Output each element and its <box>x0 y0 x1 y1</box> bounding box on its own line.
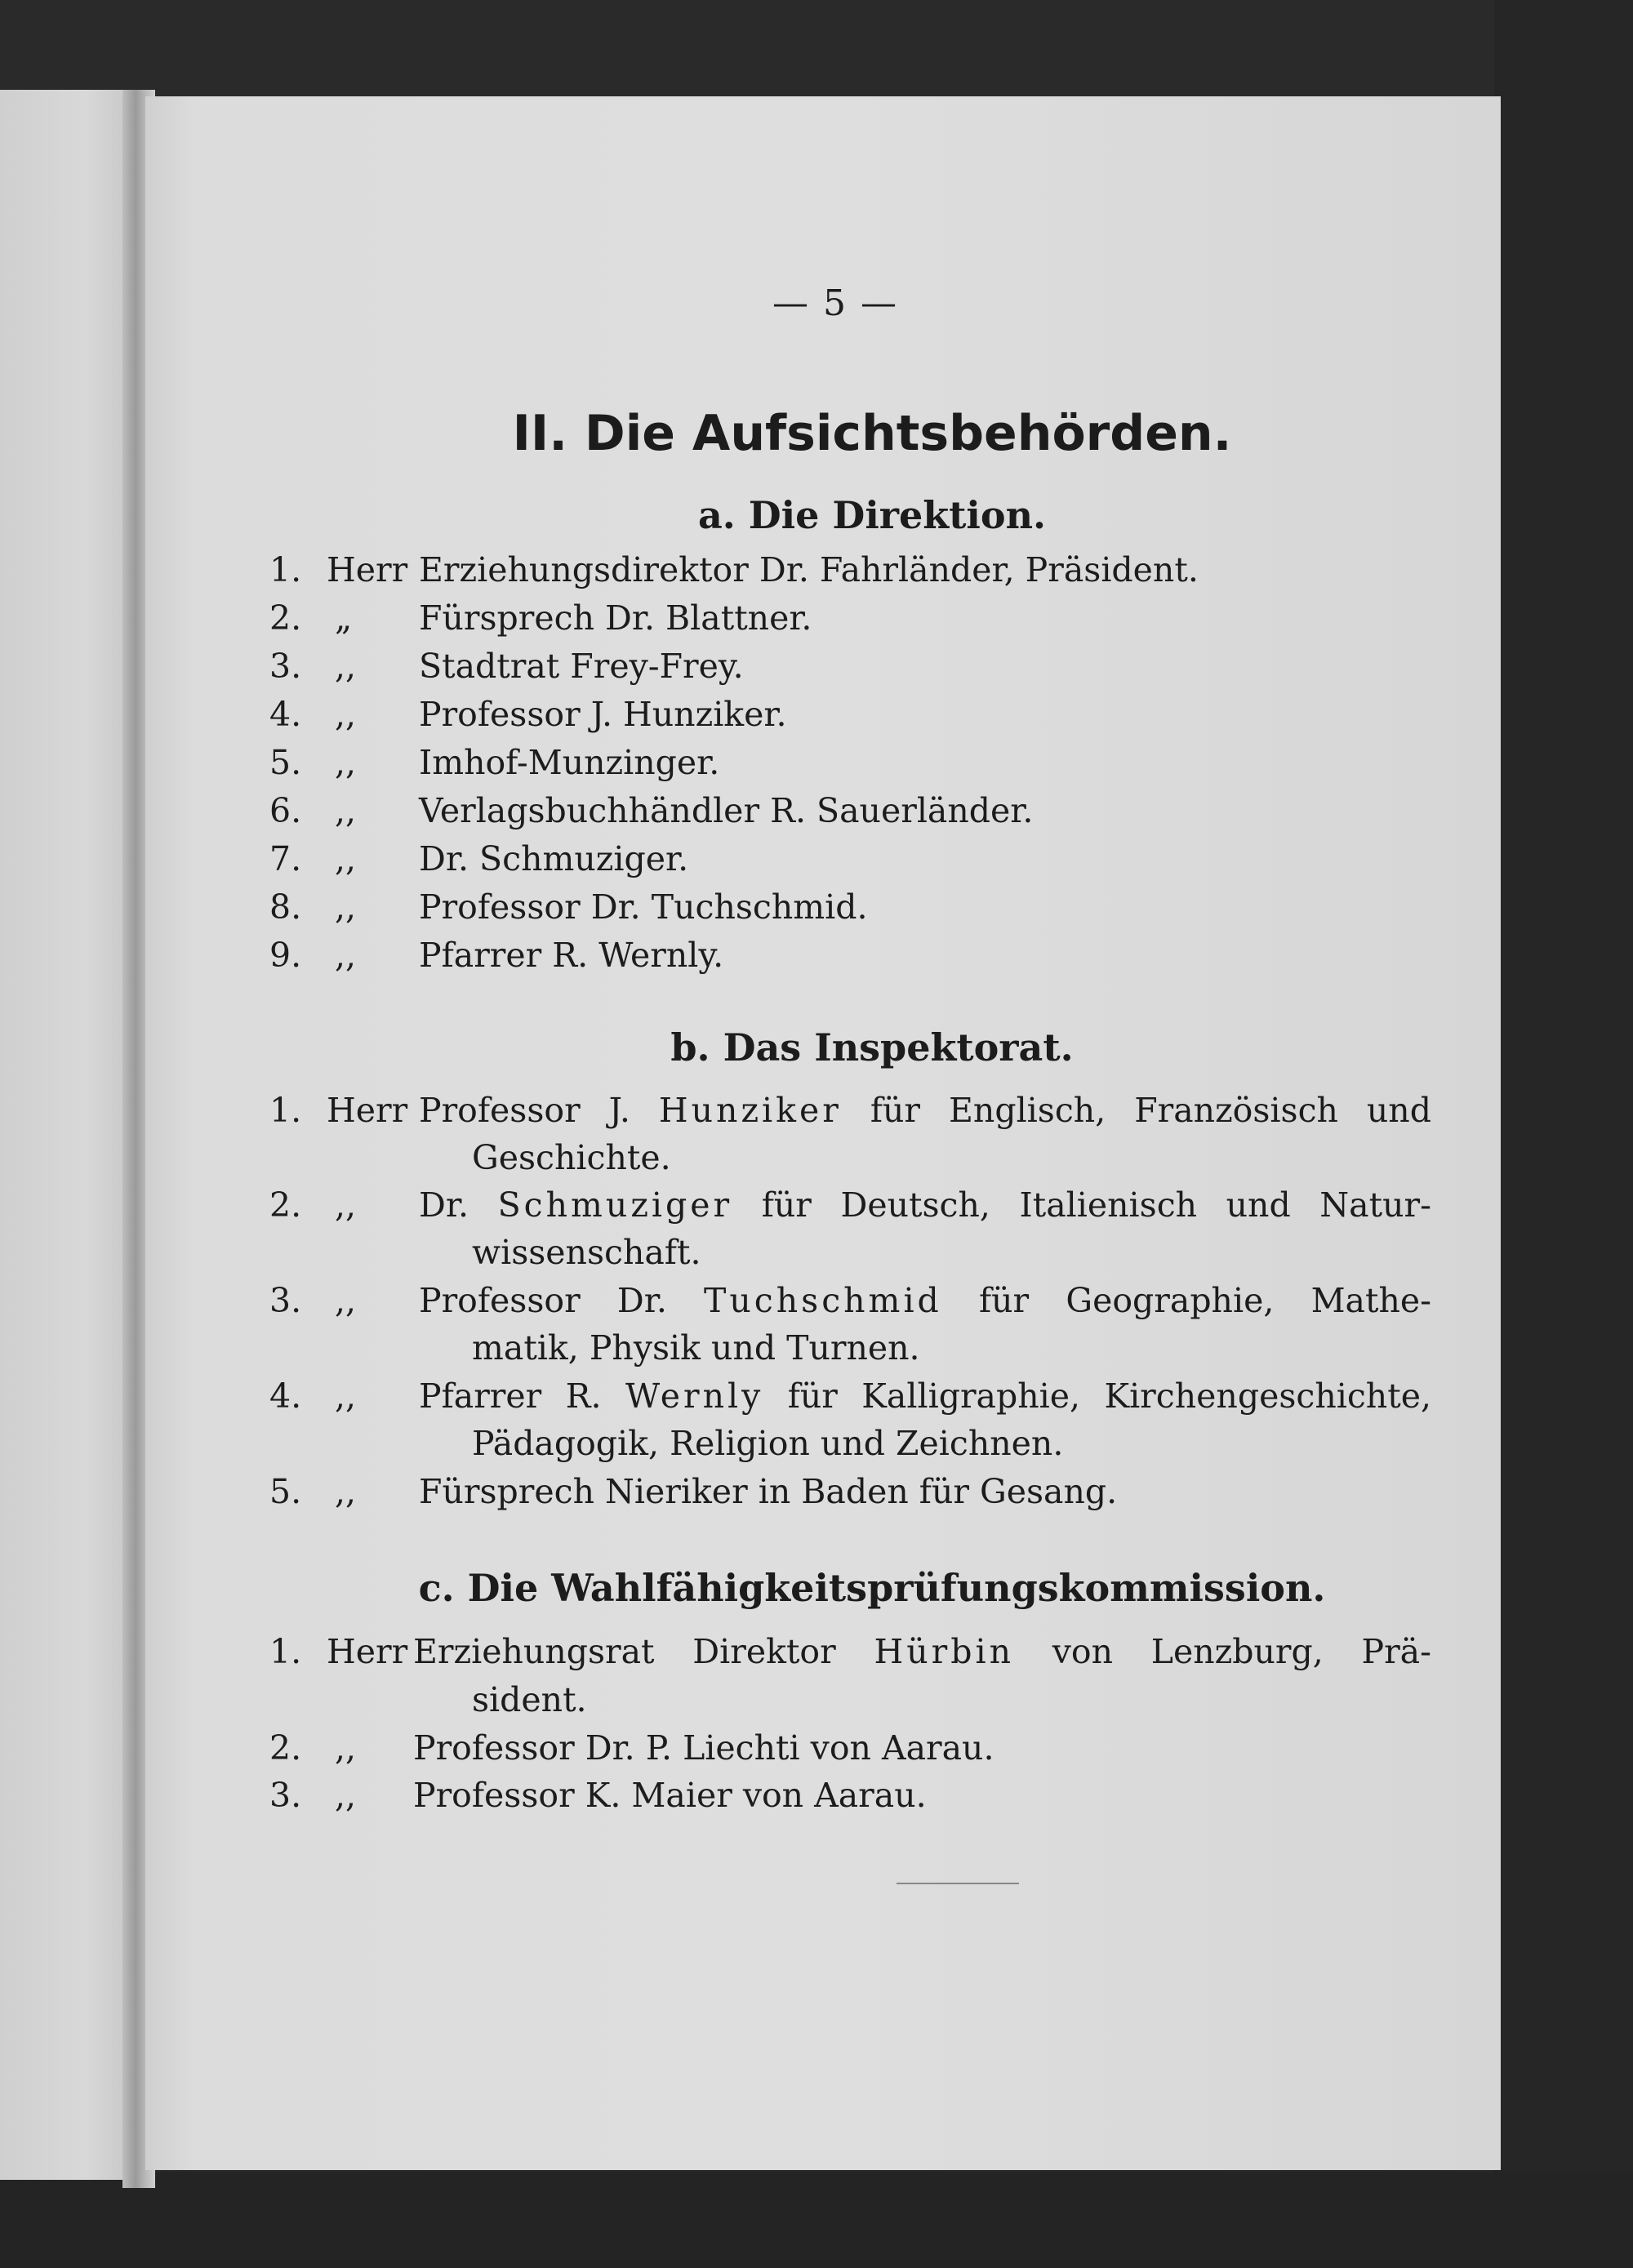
item-number: 7. <box>269 839 302 878</box>
item-text: Professor K. Maier von Aarau. <box>413 1776 927 1815</box>
word: Lenzburg, <box>1150 1632 1324 1671</box>
item-text-line1 <box>419 1281 1431 1320</box>
item-honorific: ,, <box>335 1472 357 1511</box>
item-number: 3. <box>269 1776 302 1815</box>
word: für <box>978 1281 1030 1320</box>
item-number: 1. <box>269 1632 302 1671</box>
item-text: Professor J. Hunziker. <box>419 695 787 734</box>
item-text-line2: Geschichte. <box>472 1138 671 1177</box>
word: Prä- <box>1361 1632 1431 1671</box>
section-c-title: c. Die Wahlfähigkeitsprüfungskommission. <box>418 1566 1326 1610</box>
item-honorific: ,, <box>335 1776 357 1815</box>
page-title: II. Die Aufsichtsbehörden. <box>512 405 1232 462</box>
item-text: Pfarrer R. Wernly. <box>419 936 724 975</box>
item-honorific: ,, <box>335 743 357 782</box>
word: von <box>1052 1632 1113 1671</box>
word: für <box>761 1185 812 1225</box>
item-text: Fürsprech Nieriker in Baden für Gesang. <box>419 1472 1118 1511</box>
word: Schmuziger <box>497 1185 733 1225</box>
item-text-line2: matik, Physik und Turnen. <box>472 1328 920 1367</box>
item-number: 1. <box>269 1091 302 1130</box>
word: Professor <box>419 1281 581 1320</box>
word: Wernly <box>625 1376 764 1416</box>
scan-background-right <box>1494 0 1633 2268</box>
word: Tuchschmid <box>704 1281 942 1320</box>
item-number: 2. <box>269 598 302 638</box>
word: Dr. <box>419 1185 469 1225</box>
section-b-title: b. Das Inspektorat. <box>670 1025 1074 1070</box>
item-text-line1 <box>419 1376 1431 1416</box>
item-honorific: Herr <box>327 550 408 589</box>
item-number: 8. <box>269 887 302 927</box>
end-rule <box>897 1883 1019 1884</box>
item-honorific: Herr <box>327 1091 408 1130</box>
item-text: Stadtrat Frey-Frey. <box>419 647 744 686</box>
word: Pfarrer <box>419 1376 542 1416</box>
item-text-line2: wissenschaft. <box>472 1233 701 1272</box>
item-honorific: „ <box>335 598 353 638</box>
item-text-line2: sident. <box>472 1680 587 1719</box>
scan-background-top <box>0 0 1633 98</box>
item-text-line1 <box>413 1632 1431 1671</box>
item-number: 3. <box>269 1281 302 1320</box>
item-number: 4. <box>269 1376 302 1416</box>
item-number: 4. <box>269 695 302 734</box>
word: Deutsch, <box>840 1185 990 1225</box>
word: für <box>870 1091 921 1130</box>
word: Natur- <box>1319 1185 1431 1225</box>
word: Kalligraphie, <box>861 1376 1081 1416</box>
word: Hunziker <box>658 1091 842 1130</box>
document-page <box>145 96 1501 2170</box>
item-text-line1 <box>419 1185 1431 1225</box>
item-text-line2: Pädagogik, Religion und Zeichnen. <box>472 1424 1064 1463</box>
item-number: 2. <box>269 1728 302 1768</box>
item-number: 5. <box>269 743 302 782</box>
word: Französisch <box>1134 1091 1338 1130</box>
word: Italienisch <box>1019 1185 1198 1225</box>
item-honorific: ,, <box>335 887 357 927</box>
item-text: Professor Dr. Tuchschmid. <box>419 887 868 927</box>
facing-page-edge <box>0 90 143 2180</box>
item-honorific: ,, <box>335 791 357 830</box>
item-number: 1. <box>269 550 302 589</box>
item-honorific: ,, <box>335 936 357 975</box>
scan-background-bottom <box>0 2172 1633 2268</box>
word: Direktor <box>692 1632 836 1671</box>
word: Dr. <box>616 1281 667 1320</box>
word: Englisch, <box>948 1091 1106 1130</box>
item-number: 6. <box>269 791 302 830</box>
word: für <box>787 1376 838 1416</box>
page-number: — 5 — <box>772 282 898 324</box>
word: und <box>1226 1185 1291 1225</box>
word: Geographie, <box>1066 1281 1275 1320</box>
item-number: 5. <box>269 1472 302 1511</box>
item-honorific: ,, <box>335 1376 357 1416</box>
word: Hürbin <box>874 1632 1014 1671</box>
item-honorific: ,, <box>335 1185 357 1225</box>
word: Professor <box>419 1091 581 1130</box>
word: Kirchengeschichte, <box>1104 1376 1431 1416</box>
item-number: 9. <box>269 936 302 975</box>
item-honorific: ,, <box>335 1281 357 1320</box>
word: R. <box>565 1376 602 1416</box>
item-number: 2. <box>269 1185 302 1225</box>
item-text: Erziehungsdirektor Dr. Fahrländer, Präsident. <box>419 550 1199 589</box>
word: Erziehungsrat <box>413 1632 655 1671</box>
item-text: Professor Dr. P. Liechti von Aarau. <box>413 1728 994 1768</box>
item-text: Dr. Schmuziger. <box>419 839 689 878</box>
item-text: Verlagsbuchhändler R. Sauerländer. <box>419 791 1034 830</box>
word: J. <box>608 1091 630 1130</box>
item-text-line1 <box>419 1091 1431 1130</box>
word: und <box>1366 1091 1431 1130</box>
item-honorific: ,, <box>335 647 357 686</box>
item-honorific: Herr <box>327 1632 408 1671</box>
item-honorific: ,, <box>335 695 357 734</box>
item-text: Fürsprech Dr. Blattner. <box>419 598 812 638</box>
item-text: Imhof-Munzinger. <box>419 743 720 782</box>
item-honorific: ,, <box>335 839 357 878</box>
word: Mathe- <box>1310 1281 1431 1320</box>
item-number: 3. <box>269 647 302 686</box>
item-honorific: ,, <box>335 1728 357 1768</box>
section-a-title: a. Die Direktion. <box>697 493 1047 537</box>
